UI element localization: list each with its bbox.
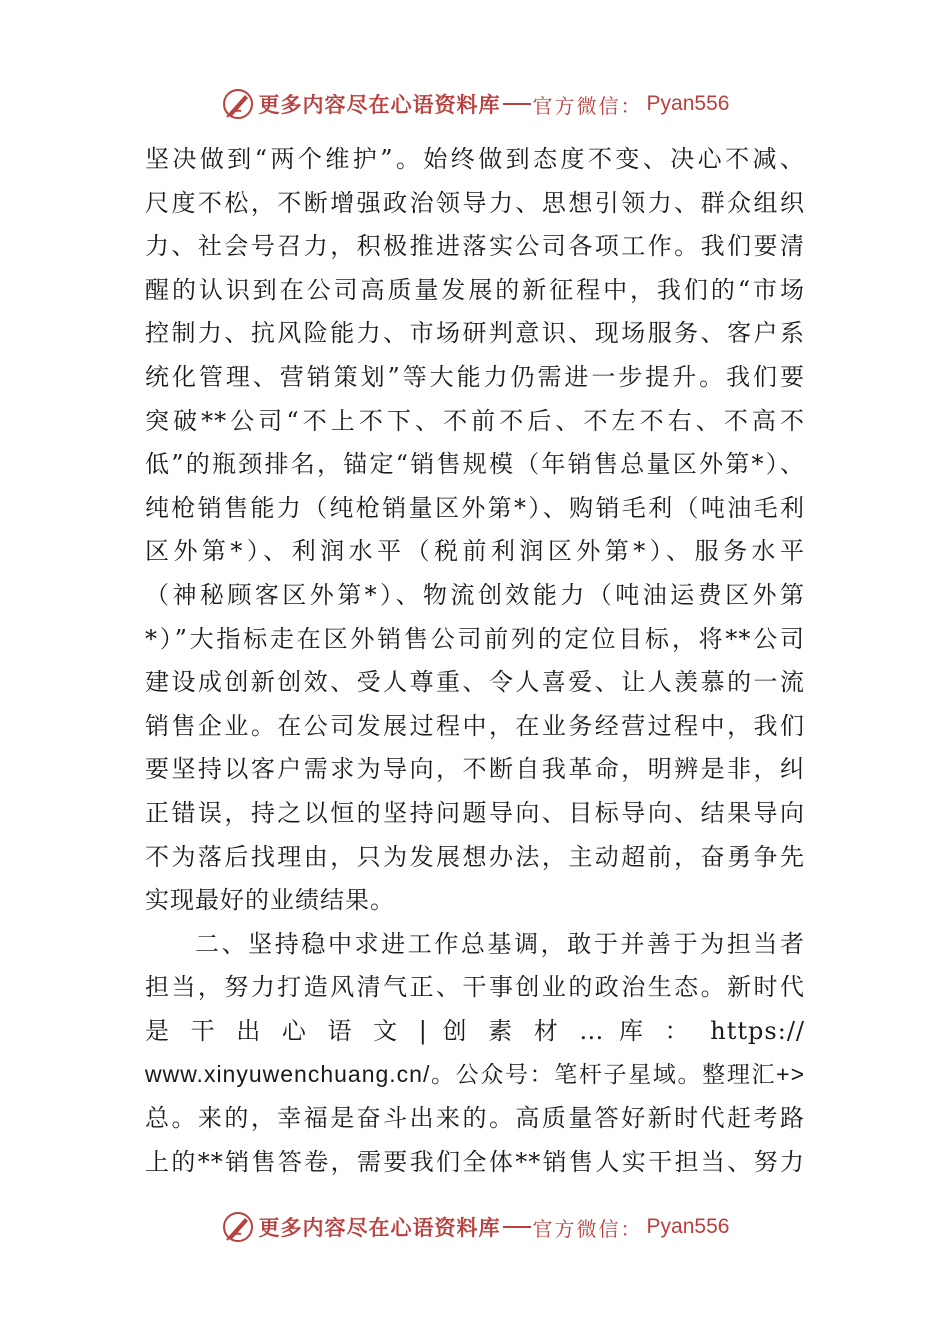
text-line: 上的**销售答卷，需要我们全体**销售人实干担当、努力 [145,1147,805,1176]
pen-logo-icon [221,87,255,121]
text-line: 销售企业。在公司发展过程中，在业务经营过程中，我们 [145,711,805,740]
watermark-dash [503,103,531,105]
text-line: 建设成创新创效、受人尊重、令人喜爱、让人羡慕的一流 [145,668,805,697]
text-line: （神秘顾客区外第*）、物流创效能力（吨油运费区外第 [145,580,805,609]
url-line: www.xinyuwenchuang.cn/。公众号：笔杆子星域。整理汇+> [145,1061,805,1088]
watermark-dash [503,1226,531,1228]
text-line: 要坚持以客户需求为导向，不断自我革命，明辨是非，纠 [145,755,805,784]
text-line: 正错误，持之以恒的坚持问题导向、目标导向、结果导向 [145,798,805,827]
text-line: 担当，努力打造风清气正、干事创业的政治生态。新时代 [145,973,805,1002]
text-line: 坚决做到“两个维护”。始终做到态度不变、决心不减、 [145,145,805,173]
text-line: 纯枪销售能力（纯枪销量区外第*）、购销毛利（吨油毛利 [145,493,805,522]
watermark-sub-text: 官方微信： [532,93,643,118]
paragraph-2-first-line: 二、坚持稳中求进工作总基调，敢于并善于为担当者 [195,929,805,958]
text-line: 低”的瓶颈排名，锚定“销售规模（年销售总量区外第*）、 [145,450,805,479]
pen-logo-icon [221,1210,255,1244]
watermark-sub-text: 官方微信： [532,1216,643,1241]
watermark-main-text: 更多内容尽在心语资料库 [258,92,501,117]
text-line: 控制力、抗风险能力、市场研判意识、现场服务、客户系 [145,319,805,348]
text-line: 总。来的，幸福是奋斗出来的。高质量答好新时代赶考路 [145,1104,805,1133]
text-line: 醒的认识到在公司高质量发展的新征程中，我们的“市场 [145,275,805,304]
footer-watermark [0,1207,950,1247]
text-line: 统化管理、营销策划”等大能力仍需进一步提升。我们要 [145,362,805,391]
watermark-wechat-id: Pyan556 [646,1215,730,1238]
header-watermark [0,84,950,124]
text-line: *）”大指标走在区外销售公司前列的定位目标，将**公司 [145,624,805,653]
text-line: 尺度不松，不断增强政治领导力、思想引领力、群众组织 [145,188,805,217]
document-body [145,138,805,1184]
text-line: 不为落后找理由，只为发展想办法，主动超前，奋勇争先 [145,842,805,871]
text-line: 区外第*）、利润水平（税前利润区外第*）、服务水平 [145,537,805,566]
text-line: 实现最好的业绩结果。 [145,886,395,915]
text-line: 力、社会号召力，积极推进落实公司各项工作。我们要清 [145,232,805,261]
text-line: 是 干 出 心 语 文 | 创 素 材 … 库 ： https:// [145,1016,805,1045]
watermark-wechat-id: Pyan556 [646,92,730,115]
watermark-main-text: 更多内容尽在心语资料库 [258,1215,501,1240]
text-line: 突破**公司“不上不下、不前不后、不左不右、不高不 [145,406,805,435]
